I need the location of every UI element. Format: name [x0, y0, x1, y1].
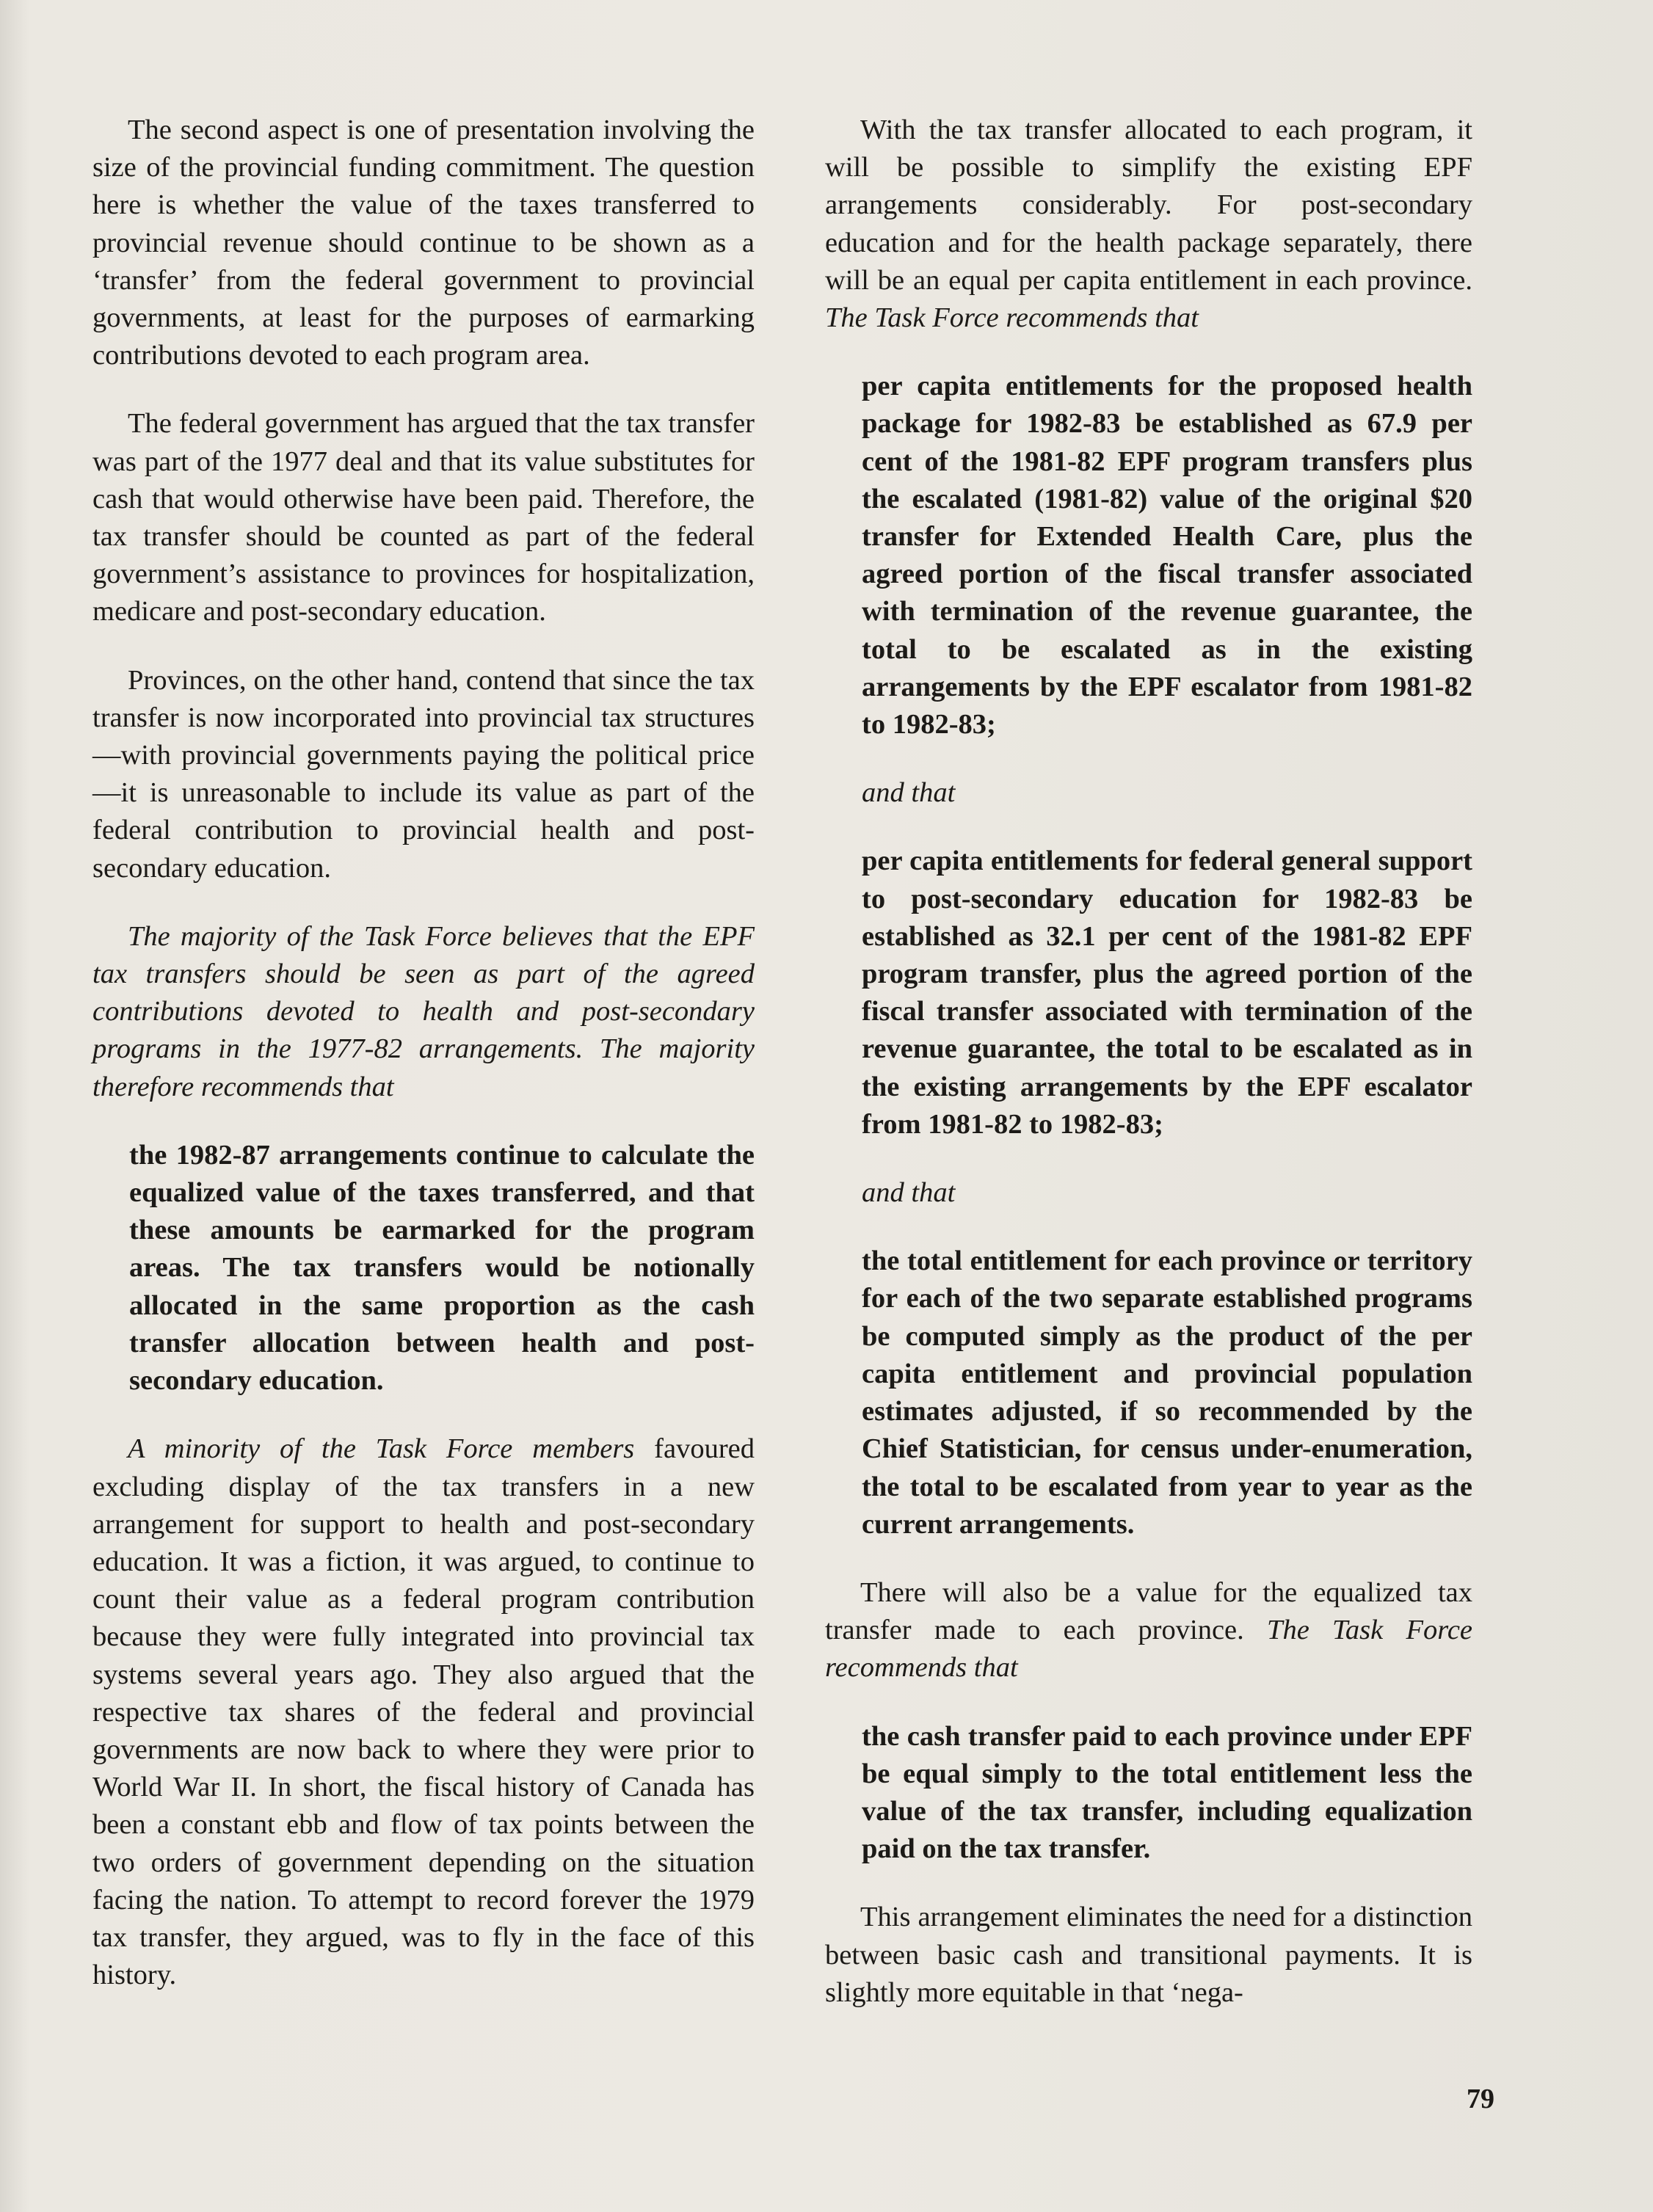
simplify-body: With the tax transfer allocated to each program, it will be possible to simplify the existing EPF arrangements considerably. For post-secondary education and for the health package separately, there will be an equal per capita entitlement in each province.: [825, 114, 1472, 296]
equalized-body: There will also be a value for the equalized tax transfer made to each province.: [825, 1576, 1472, 1646]
connector-and-that: and that: [862, 1177, 956, 1209]
paragraph-majority-view: The majority of the Task Force believes that the EPF tax transfers should be seen as part of the agreed contributions devoted to health and post-secondary programs in the 1977-82 arrangements. The majority therefore recommends that: [92, 920, 755, 1102]
recommendation-health-entitlements: per capita entitlements for the proposed health package for 1982-83 be established as 67.9 per cent of the 1981-82 EPF program transfers plus the escalated (1981-82) value of the original $20 transfer for Extended Health Care, plus the agreed portion of the fiscal transfer associated with termination of the revenue guarantee, the total to be escalated as in the existing arrangements by the EPF escalator from 1981-82 to 1982-83;: [862, 371, 1472, 741]
paragraph-federal-argument: The federal government has argued that the tax transfer was part of the 1977 deal and that its value substitutes for cash that would otherwise have been paid. Therefore, the tax transfer should be counted as part of the federal government’s assistance to provinces for hospitalization, medicare and post-secondary education.: [92, 408, 755, 627]
minority-lead: A minority of the Task Force members: [128, 1433, 635, 1465]
paragraph-arrangement-eliminates: This arrangement eliminates the need for a distinction between basic cash and transitional payments. It is slightly more equitable in that ‘nega-: [825, 1902, 1472, 2008]
paragraph-presentation-aspect: The second aspect is one of presentation involving the size of the provincial funding commitment. The question here is whether the value of the taxes transferred to provincial revenue should continue to be shown as a ‘transfer’ from the federal government to provincial governments, at least for the purposes of earmarking contributions devoted to each program area.: [92, 114, 755, 371]
right-column: [825, 112, 1472, 2042]
equalized-recommends: The Task Force recommends that: [825, 1615, 1472, 1684]
paragraph-provinces-argument: Provinces, on the other hand, contend that since the tax transfer is now incorporated into provincial tax structures—with provincial governments paying the political price—it is unreasonable to include its value as part of the federal contribution to provincial health and post-secondary education.: [92, 664, 755, 884]
recommendation-total-entitlement: the total entitlement for each province or territory for each of the two separate established programs be computed simply as the product of the per capita entitlement and provincial population estimates adjusted, if so recommended by the Chief Statistician, for census under-enumeration, the total to be escalated from year to year as the current arrangements.: [862, 1245, 1472, 1540]
left-column: [92, 112, 755, 2025]
connector-and-that: and that: [862, 777, 956, 809]
minority-body: favoured excluding display of the tax transfers in a new arrangement for support to health and post-secondary education. It was a fiction, it was argued, to continue to count their value as a federal program contribution because they were fully integrated into provincial tax systems several years ago. They also argued that the respective tax shares of the federal and provincial governments are now back to where they were prior to World War II. In short, the fiscal history of Canada has been a constant ebb and flow of tax points between the two orders of government depending on the situation facing the nation. To attempt to record forever the 1979 tax transfer, they argued, was to fly in the face of this history.: [92, 1433, 755, 1991]
simplify-recommends: The Task Force recommends that: [825, 302, 1199, 334]
recommendation-cash-transfer: the cash transfer paid to each province under EPF be equal simply to the total entitlement less the value of the tax transfer, including equalization paid on the tax transfer.: [862, 1720, 1472, 1865]
paragraph-simplify-epf: [825, 112, 1472, 337]
recommendation-post-secondary-entitlements: per capita entitlements for federal general support to post-secondary education for 1982-83 be established as 32.1 per cent of the 1981-82 EPF program transfer, plus the agreed portion of the fiscal transfer associated with termination of the revenue guarantee, the total to be escalated as in the existing arrangements by the EPF escalator from 1981-82 to 1982-83;: [862, 845, 1472, 1140]
page-number: 79: [1467, 2084, 1494, 2114]
paragraph-minority-view: [92, 1430, 755, 1994]
recommendation-earmark-tax-transfers: the 1982-87 arrangements continue to calculate the equalized value of the taxes transferred, and that these amounts be earmarked for the program areas. The tax transfers would be notionally allocated in the same proportion as the cash transfer allocation between health and post-secondary education.: [129, 1139, 755, 1397]
paragraph-equalized-tax-transfer: [825, 1574, 1472, 1687]
